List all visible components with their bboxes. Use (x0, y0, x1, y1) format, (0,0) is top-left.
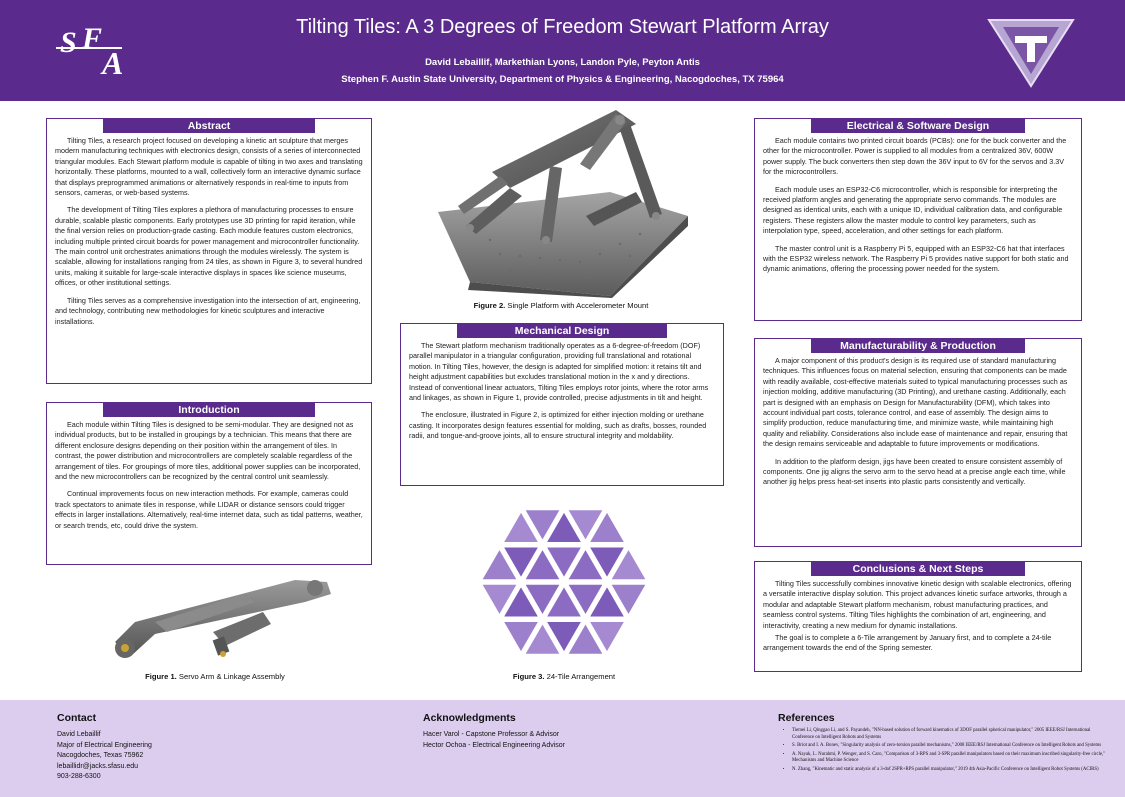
figure2-caption (430, 301, 692, 310)
figure1-label: Figure 1. (145, 672, 177, 681)
contact-phone: 903-288-6300 (57, 773, 101, 780)
tile-arrangement-image (474, 494, 654, 670)
figure3-caption (474, 672, 654, 681)
references-list (780, 728, 1110, 776)
figure1-caption (95, 672, 335, 681)
figure2-text: Single Platform with Accelerometer Mount (505, 301, 649, 310)
electrical-software-panel (754, 118, 1082, 321)
manufacturability-paragraph: A major component of this product's design is its required use of standard manufacturing techniques. This influences focus on material selection, ensuring that components can be made with readily available, cost-effective materials suited to typical manufacturing processes such as injection molding, additive manufacturing (3D Printing), and urethane casting. Additionally, each part is designed with an emphasis on Design for Manufacturability (DFM), which takes into account individual part costs, tolerance control, and ease of assembly. The design aims to simplify production, reduce manufacturing time, and minimize waste, while maintaining high quality and reliability. Considerations also include ease of maintenance and repair, ensuring that the design remains serviceable and adaptable to future improvements or modifications. (763, 356, 1068, 449)
reference-item: • S. Briot and I. A. Bonev, "Singularity analysis of zero-torsion parallel mechanisms," 2008 IEEE/RSJ International Conference on Intelligent Robots and Systems (792, 743, 1110, 750)
mechanical-design-heading: Mechanical Design (457, 324, 667, 338)
acknowledgments-block (423, 730, 723, 751)
abstract-panel (46, 118, 372, 384)
introduction-panel (46, 402, 372, 565)
acknowledgments-heading: Acknowledgments (423, 712, 516, 724)
reference-item: • N. Zhang, "Kinematic and static analysis of a 3-dof 2SPR+RPS parallel manipulator," 2019 4th Asia-Pacific Conference on Intelligent Robot Systems (ACIRS) (792, 767, 1110, 774)
figure3-text: 24-Tile Arrangement (544, 672, 616, 681)
tilting-tiles-logo-icon (985, 14, 1077, 90)
conclusions-heading: Conclusions & Next Steps (811, 562, 1025, 576)
acknowledgment-line: Hector Ochoa - Electrical Engineering Advisor (423, 741, 566, 749)
contact-heading: Contact (57, 712, 97, 724)
contact-major: Major of Electrical Engineering (57, 741, 152, 749)
servo-arm-linkage-image (95, 572, 335, 672)
svg-text:A: A (102, 45, 124, 80)
figure1-text: Servo Arm & Linkage Assembly (176, 672, 285, 681)
poster-title: Tilting Tiles: A 3 Degrees of Freedom Stewart Platform Array (296, 16, 829, 38)
manufacturability-panel (754, 338, 1082, 547)
abstract-paragraph: Tilting Tiles, a research project focused on developing a kinetic art sculpture that merges modern manufacturing techniques with electronics design, consists of a series of interconnected triangular modules. Each Stewart platform module is capable of tilting in two axes and translating horizontally. These platforms, mounted to a wall, collectively form an interactive dynamic surface that displays preprogrammed animations or alternatively responds in real-time to inputs from sensors, cameras, or web-based systems. (55, 136, 363, 198)
acknowledgment-line: Hacer Varol - Capstone Professor & Advisor (423, 731, 560, 738)
contact-email: lebaillidr@jacks.sfasu.edu (57, 762, 139, 770)
figure3-label: Figure 3. (512, 672, 545, 681)
introduction-paragraph: Continual improvements focus on new interaction methods. For example, cameras could track spectators to animate tiles in response, while LIDAR or distance sensors could trigger effects in larger installations. Alternatively, real-time internet data, such as tidal patterns, weather, or search trends, etc, could drive the system. (55, 489, 363, 530)
svg-text:F: F (82, 22, 103, 55)
author-list: David Lebaillif, Markethian Lyons, Landon Pyle, Peyton Antis (425, 57, 700, 68)
electrical-paragraph: Each module contains two printed circuit boards (PCBs): one for the buck converter and the other for the microcontroller. Power is supplied to all modules from a centralized 36V, 600W power supply. The buck converters then step down the 36V input to 6V for the servos and 3.3V for the microcontrollers. (763, 136, 1067, 177)
electrical-paragraph: The master control unit is a Raspberry Pi 5, equipped with an ESP32-C6 hat that interfaces with the ESP32 wireless network. The Raspberry Pi 5 provides native support for both static and dynamic animations, offering the processing power needed for the system. (763, 243, 1069, 274)
electrical-software-heading: Electrical & Software Design (811, 119, 1025, 133)
introduction-paragraph: Each module within Tilting Tiles is designed to be semi-modular. They are designed not as individual products, but to be installed in groupings by a technician. This means that there are different enclosure designs depending on their position within the arrangement of tiles. In contrast, the power distribution and microcontrollers are completely scalable regardless of the arrangement of tiles. For groupings of more tiles, additional power supplies can be incorporated, and the new microcontrollers can be recognized by the central control unit seamlessly. (55, 420, 361, 482)
svg-text:S: S (60, 26, 77, 59)
mechanical-paragraph: The enclosure, illustrated in Figure 2, is optimized for either injection molding or urethane casting. It incorporates design features essential for molding, such as drafts, bosses, rounded radii, and tongue-and-groove joints, all to ensure structural integrity and moldability. (409, 410, 707, 441)
contact-block (57, 730, 307, 783)
contact-location: Nacogdoches, Texas 75962 (57, 752, 144, 759)
reference-item: • A. Nayak, L. Nurahmi, P. Wenger, and S. Caro, "Comparison of 3-RPS and 3-SPR parallel manipulators based on their maximum inscribed singularity-free circle," Mechanisms and Machine Science (792, 752, 1110, 765)
manufacturability-paragraph: In addition to the platform design, jigs have been created to ensure consistent assembly of components. One jig aligns the servo arm to the servo head at a precise angle each time, while another jig helps press heat-set inserts into plastic parts consistently and vertically. (763, 456, 1066, 487)
contact-name: David Lebaillif (57, 731, 101, 738)
introduction-heading: Introduction (103, 403, 315, 417)
poster-header (0, 0, 1125, 101)
single-platform-image (430, 104, 692, 298)
abstract-heading: Abstract (103, 119, 315, 133)
manufacturability-heading: Manufacturability & Production (811, 339, 1025, 353)
mechanical-paragraph: The Stewart platform mechanism traditionally operates as a 6-degree-of-freedom (DOF) parallel manipulator in a triangular configuration, providing full translational and rotational motion. In Tilting Tiles, however, the design is adapted for simplified motion: it retains tilt and height adjustment capabilities but excludes translational motion in the x and y directions. Instead of conventional linear actuators, Tilting Tiles employs rotor joints, where the rotor arms and linkages, as shown in Figure 1, provide controlled, precise adjustments in tilt and height. (409, 341, 709, 403)
abstract-paragraph: The development of Tilting Tiles explores a plethora of manufacturing processes to ensure durable, scalable plastic components. Early prototypes use 3D printing for rapid iteration, while the final version relies on production-grade casting. Each module features custom electronics, including multiple printed circuit boards for power management and microcontroller functionality. The main control unit orchestrates animations through the modules wirelessly. The system is scalable, allowing for installations ranging from 24 tiles, as shown in Figure 3, to several hundred units, making it suitable for large-scale interactive displays in spaces like science museums, offices, or other institutional settings. (55, 205, 363, 288)
mechanical-design-panel (400, 323, 724, 486)
electrical-paragraph: Each module uses an ESP32-C6 microcontroller, which is responsible for interpreting the received platform angles and generating the appropriate servo commands. The modules are designed as identical units, each with a unique ID, individual calibration data, and configurable registers. These registers allow the master module to control key parameters, such as interpolation type, speed, acceleration, and other settings for each platform. (763, 184, 1063, 236)
figure2-label: Figure 2. (473, 301, 506, 310)
sfa-logo-icon (52, 18, 144, 80)
conclusions-paragraph: The goal is to complete a 6-Tile arrangement by January first, and to complete a 24-tile arrangement towards the end of the Spring semester. (763, 633, 1052, 653)
conclusions-panel (754, 561, 1082, 672)
affiliation: Stephen F. Austin State University, Department of Physics & Engineering, Nacogdoches, TX 75964 (341, 74, 784, 85)
reference-item: • Tiemei Li, Qinggao Li, and S. Payandeh, "NN-based solution of forward kinematics of 3DOF parallel spherical manipulator," 2005 IEEE/RSJ International Conference on Intelligent Robots and Systems (792, 728, 1110, 741)
references-heading: References (778, 712, 835, 724)
conclusions-paragraph: Tilting Tiles successfully combines innovative kinetic design with scalable electronics, offering a versatile interactive display solution. This project advances kinetic surface artworks, through a modular and adaptable Stewart platform mechanism, robust manufacturing practices, and seamless control systems. Tilting Tiles highlights the combination of art, engineering, and interactivity, creating a new medium for dynamic installations. (763, 579, 1072, 630)
abstract-paragraph: Tilting Tiles serves as a comprehensive investigation into the intersection of art, engineering, and technology, contributing new methodologies for kinetic sculptures and interactive installations. (55, 295, 361, 326)
